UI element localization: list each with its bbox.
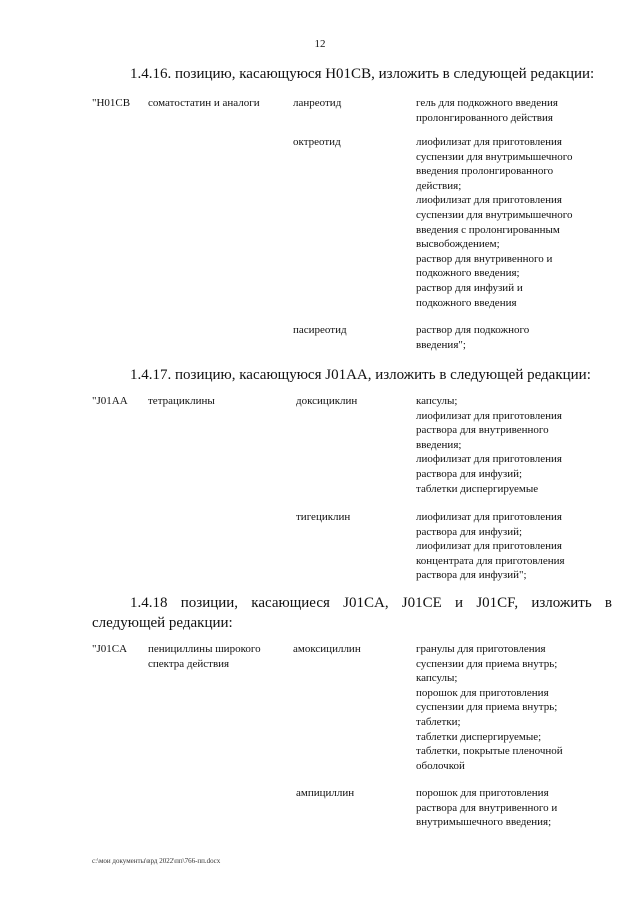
drug-name: тигециклин xyxy=(296,511,351,523)
atc-code: "J01CA xyxy=(92,643,128,655)
drug-name: ампициллин xyxy=(296,787,355,799)
dosage-forms: порошок для приготовления раствора для внутривенного и внутримышечного введения; xyxy=(416,787,558,829)
drug-name: амоксициллин xyxy=(293,643,361,655)
group-name: тетрациклины xyxy=(148,395,215,407)
group-name: соматостатин и аналоги xyxy=(148,97,260,109)
dosage-forms: капсулы; лиофилизат для приготовления раствора для внутривенного введения; лиофилизат для приготовления раствора для инфузий; таблетки диспергируемые xyxy=(416,395,562,495)
dosage-forms: гель для подкожного введения пролонгированного действия xyxy=(416,97,558,124)
page-number: 12 xyxy=(314,38,326,50)
file-path-footer: c:\мои документы\врд 2022\пп\766-пп.docx xyxy=(92,857,221,865)
dosage-forms: раствор для подкожного введения"; xyxy=(416,324,530,351)
drug-name: октреотид xyxy=(293,136,341,148)
section-heading: 1.4.16. позицию, касающуюся H01CB, изложить в следующей редакции: xyxy=(130,66,595,82)
dosage-forms: лиофилизат для приготовления суспензии для внутримышечного введения пролонгированного действия; лиофилизат для приготовления суспензии для внутримышечного введения с пролонгированным высвобождением; раствор для внутривенного и подкожного введения; раствор для инфузий и подкожного введения xyxy=(416,136,573,309)
section-heading: 1.4.18 позиции, касающиеся J01CA, J01CE и J01CF, изложить в следующей редакции: xyxy=(92,595,612,631)
atc-code: "H01CB xyxy=(92,97,131,109)
drug-name: доксициклин xyxy=(296,395,358,407)
group-name: пенициллины широкого спектра действия xyxy=(148,643,261,670)
dosage-forms: гранулы для приготовления суспензии для приема внутрь; капсулы; порошок для приготовления суспензии для приема внутрь; таблетки; таблетки диспергируемые; таблетки, покрытые пленочной оболочкой xyxy=(416,643,563,772)
drug-name: пасиреотид xyxy=(293,324,347,336)
section-heading: 1.4.17. позицию, касающуюся J01AA, изложить в следующей редакции: xyxy=(130,367,591,383)
drug-name: ланреотид xyxy=(293,97,342,109)
atc-code: "J01AA xyxy=(92,395,128,407)
dosage-forms: лиофилизат для приготовления раствора для инфузий; лиофилизат для приготовления концентрата для приготовления раствора для инфузий"; xyxy=(416,511,565,582)
